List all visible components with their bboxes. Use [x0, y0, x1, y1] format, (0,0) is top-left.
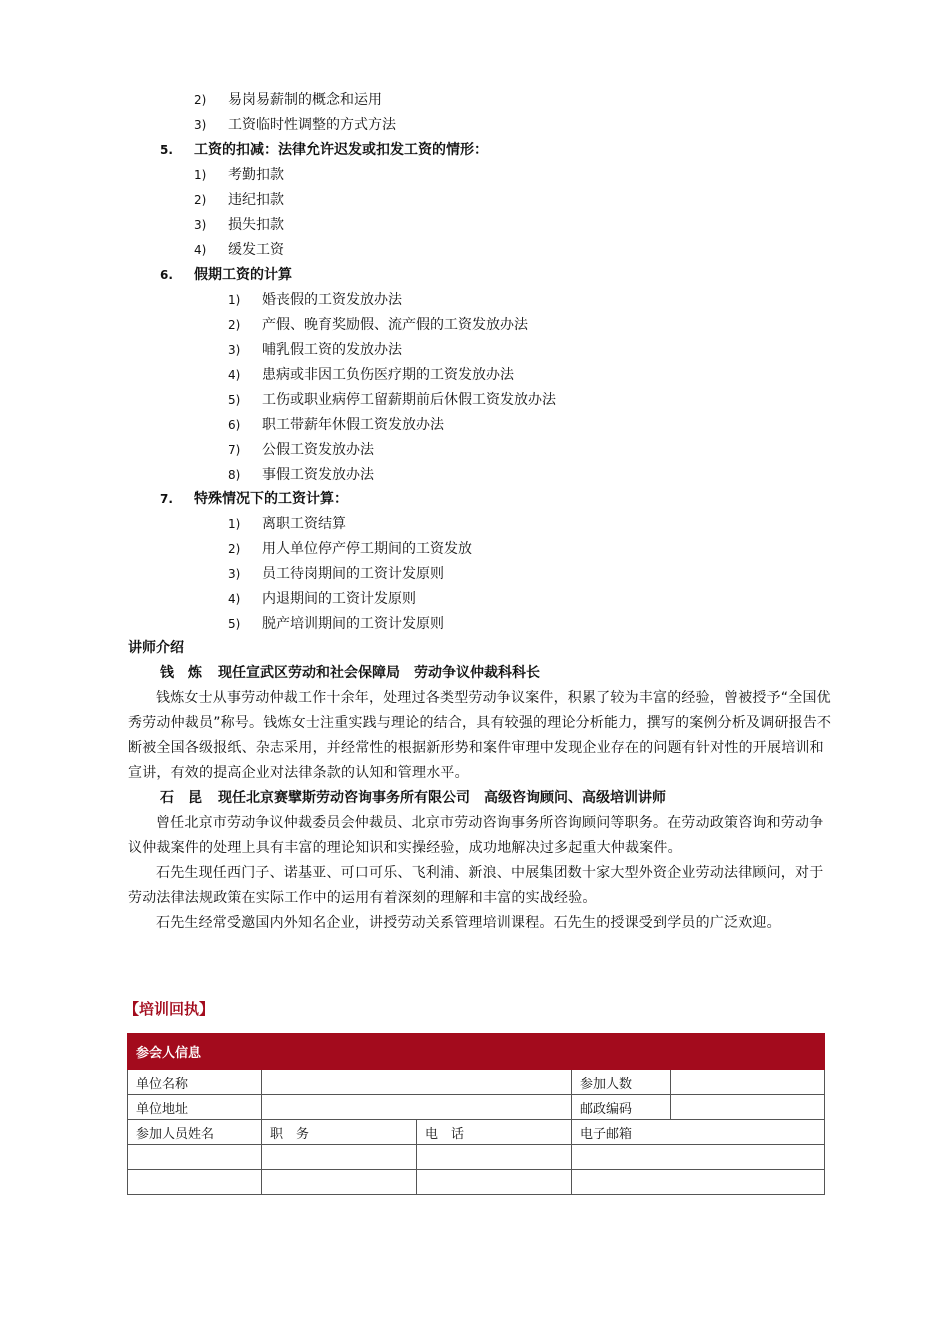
item-number: 2) — [228, 542, 241, 556]
attendee-name-label: 参加人员姓名 — [128, 1120, 262, 1145]
phone-label: 电 话 — [417, 1120, 572, 1145]
list-item — [228, 365, 514, 385]
instructor-qian-heading — [160, 663, 540, 683]
position-label: 职 务 — [262, 1120, 417, 1145]
list-item — [228, 514, 346, 534]
list-item — [228, 465, 374, 485]
item-text: 公假工资发放办法 — [262, 442, 374, 458]
item-number: 3) — [228, 343, 241, 357]
section-number: 7. — [160, 492, 173, 506]
attendees-count-field[interactable] — [671, 1070, 825, 1095]
postal-code-label: 邮政编码 — [572, 1095, 671, 1120]
list-item — [228, 340, 402, 360]
item-number: 3) — [228, 567, 241, 581]
instructor-title: 现任北京赛擘斯劳动咨询事务所有限公司 高级咨询顾问、高级培训讲师 — [218, 790, 666, 806]
list-item — [228, 315, 528, 335]
list-item — [228, 290, 402, 310]
position-field[interactable] — [262, 1170, 417, 1195]
item-number: 5) — [228, 393, 241, 407]
item-text: 婚丧假的工资发放办法 — [262, 292, 402, 308]
instructor-shi-heading — [160, 788, 666, 808]
item-number: 4) — [194, 243, 207, 257]
list-item — [228, 614, 444, 634]
item-number: 2) — [194, 93, 207, 107]
section-title: 特殊情况下的工资计算： — [194, 491, 348, 507]
form-header: 参会人信息 — [128, 1034, 825, 1070]
item-number: 2) — [194, 193, 207, 207]
instructors-heading: 讲师介绍 — [128, 640, 184, 656]
instructor-name: 钱 炼 — [160, 665, 202, 681]
item-number: 1) — [194, 168, 207, 182]
item-text: 工伤或职业病停工留薪期前后休假工资发放办法 — [262, 392, 556, 408]
item-text: 脱产培训期间的工资计发原则 — [262, 616, 444, 632]
item-number: 1) — [228, 517, 241, 531]
list-item — [194, 215, 284, 235]
unit-address-label: 单位地址 — [128, 1095, 262, 1120]
section-heading — [160, 265, 292, 285]
attendee-name-field[interactable] — [128, 1170, 262, 1195]
item-text: 内退期间的工资计发原则 — [262, 591, 416, 607]
list-item — [194, 190, 284, 210]
section-title: 假期工资的计算 — [194, 267, 292, 283]
position-field[interactable] — [262, 1145, 417, 1170]
item-number: 4) — [228, 368, 241, 382]
item-text: 事假工资发放办法 — [262, 467, 374, 483]
item-text: 员工待岗期间的工资计发原则 — [262, 566, 444, 582]
item-text: 考勤扣款 — [228, 167, 284, 183]
list-item — [228, 440, 374, 460]
item-text: 易岗易薪制的概念和运用 — [228, 92, 382, 108]
item-text: 违纪扣款 — [228, 192, 284, 208]
item-number: 5) — [228, 617, 241, 631]
instructor-shi-bio-2: 石先生现任西门子、诺基亚、可口可乐、飞利浦、新浪、中展集团数十家大型外资企业劳动法律顾问，对于劳动法律法规政策在实际工作中的运用有着深刻的理解和丰富的实战经验。 — [128, 865, 824, 906]
item-number: 8) — [228, 468, 241, 482]
item-number: 3) — [194, 218, 207, 232]
item-number: 1) — [228, 293, 241, 307]
section-number: 6. — [160, 268, 173, 282]
section-heading — [160, 489, 348, 509]
item-number: 2) — [228, 318, 241, 332]
instructor-shi-bio-3: 石先生经常受邀国内外知名企业，讲授劳动关系管理培训课程。石先生的授课受到学员的广泛欢迎。 — [156, 915, 781, 931]
item-text: 用人单位停产停工期间的工资发放 — [262, 541, 472, 557]
item-text: 哺乳假工资的发放办法 — [262, 342, 402, 358]
item-number: 6) — [228, 418, 241, 432]
attendees-count-label: 参加人数 — [572, 1070, 671, 1095]
form-title: 【培训回执】 — [124, 1000, 215, 1018]
list-item — [194, 90, 382, 110]
item-number: 7) — [228, 443, 241, 457]
instructor-title: 现任宣武区劳动和社会保障局 劳动争议仲裁科科长 — [218, 665, 540, 681]
item-number: 4) — [228, 592, 241, 606]
item-number: 3) — [194, 118, 207, 132]
email-field[interactable] — [572, 1145, 825, 1170]
instructor-qian-bio: 钱炼女士从事劳动仲裁工作十余年，处理过各类型劳动争议案件，积累了较为丰富的经验，曾被授予“全国优秀劳动仲裁员”称号。钱炼女士注重实践与理论的结合，具有较强的理论分析能力，撰写的案例分析及调研报告不断被全国各级报纸、杂志采用，并经常性的根据新形势和案件审理中发现企业存在的问题有针对性的开展培训和宣讲，有效的提高企业对法律条款的认知和管理水平。 — [128, 690, 832, 781]
item-text: 离职工资结算 — [262, 516, 346, 532]
list-item — [228, 589, 416, 609]
instructor-name: 石 昆 — [160, 790, 202, 806]
list-item — [228, 415, 444, 435]
postal-code-field[interactable] — [671, 1095, 825, 1120]
registration-form — [127, 1033, 825, 1195]
list-item — [228, 564, 444, 584]
phone-field[interactable] — [417, 1145, 572, 1170]
list-item — [194, 240, 284, 260]
list-item — [194, 165, 284, 185]
section-title: 工资的扣减：法律允许迟发或扣发工资的情形： — [194, 142, 488, 158]
item-text: 工资临时性调整的方式方法 — [228, 117, 396, 133]
email-field[interactable] — [572, 1170, 825, 1195]
list-item — [194, 115, 396, 135]
unit-name-label: 单位名称 — [128, 1070, 262, 1095]
attendee-name-field[interactable] — [128, 1145, 262, 1170]
section-number: 5. — [160, 143, 173, 157]
item-text: 缓发工资 — [228, 242, 284, 258]
item-text: 产假、晚育奖励假、流产假的工资发放办法 — [262, 317, 528, 333]
section-heading — [160, 140, 488, 160]
list-item — [228, 390, 556, 410]
email-label: 电子邮箱 — [572, 1120, 825, 1145]
item-text: 损失扣款 — [228, 217, 284, 233]
item-text: 职工带薪年休假工资发放办法 — [262, 417, 444, 433]
unit-name-field[interactable] — [262, 1070, 572, 1095]
list-item — [228, 539, 472, 559]
instructor-shi-bio-1: 曾任北京市劳动争议仲裁委员会仲裁员、北京市劳动咨询事务所咨询顾问等职务。在劳动政策咨询和劳动争议仲裁案件的处理上具有丰富的理论知识和实操经验，成功地解决过多起重大仲裁案件。 — [128, 815, 824, 856]
item-text: 患病或非因工负伤医疗期的工资发放办法 — [262, 367, 514, 383]
unit-address-field[interactable] — [262, 1095, 572, 1120]
phone-field[interactable] — [417, 1170, 572, 1195]
